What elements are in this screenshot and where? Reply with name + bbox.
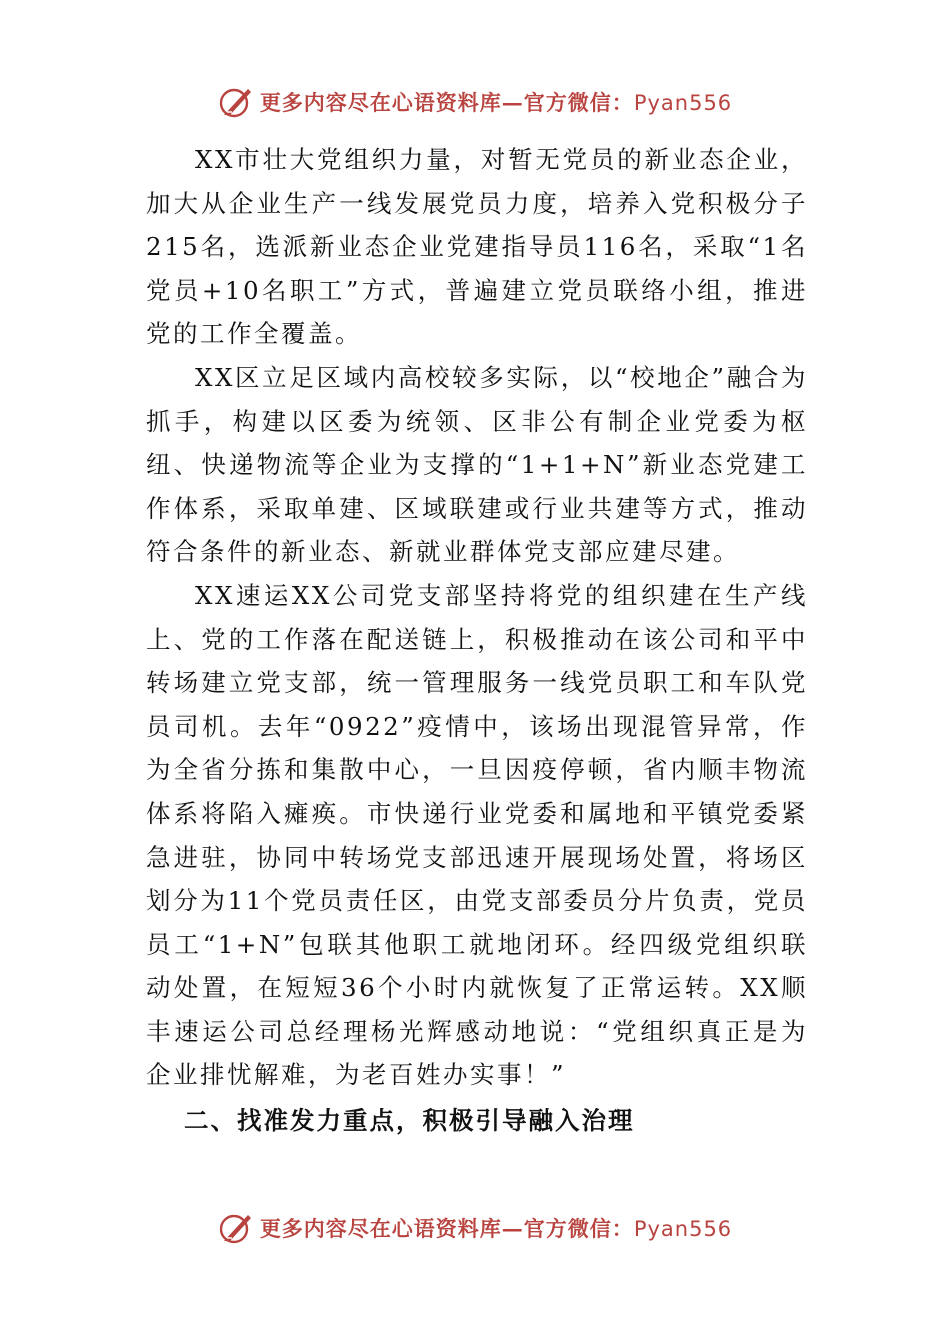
quill-pen-logo-icon bbox=[218, 84, 254, 120]
footer-watermark-banner bbox=[0, 1210, 950, 1246]
section-heading: 二、找准发力重点，积极引导融入治理 bbox=[183, 1106, 635, 1136]
quill-pen-logo-icon bbox=[218, 1210, 254, 1246]
paragraph-2: XX区立足区域内高校较多实际，以“校地企”融合为抓手，构建以区委为统领、区非公有制企业党委为枢纽、快递物流等企业为支撑的“1+1+N”新业态党建工作体系，采取单建、区域联建或行业共建等方式，推动符合条件的新业态、新就业群体党支部应建尽建。 bbox=[146, 362, 808, 567]
footer-banner-text: 更多内容尽在心语资料库—官方微信：Pyan556 bbox=[259, 1216, 733, 1241]
footer-banner-wechat-id: Pyan556 bbox=[633, 1217, 733, 1241]
header-banner-text: 更多内容尽在心语资料库—官方微信：Pyan556 bbox=[259, 90, 733, 115]
paragraph-3: XX速运XX公司党支部坚持将党的组织建在生产线上、党的工作落在配送链上，积极推动在该公司和平中转场建立党支部，统一管理服务一线党员职工和车队党员司机。去年“0922”疫情中，该场出现混管异常，作为全省分拣和集散中心，一旦因疫停顿，省内顺丰物流体系将陷入瘫痪。市快递行业党委和属地和平镇党委紧急进驻，协同中转场党支部迅速开展现场处置，将场区划分为11个党员责任区，由党支部委员分片负责，党员员工“1+N”包联其他职工就地闭环。经四级党组织联动处置，在短短36个小时内就恢复了正常运转。XX顺丰速运公司总经理杨光辉感动地说：“党组织真正是为企业排忧解难，为老百姓办实事！” bbox=[146, 580, 808, 1090]
header-banner-wechat-id: Pyan556 bbox=[633, 91, 733, 115]
header-watermark-banner bbox=[0, 84, 950, 120]
document-body bbox=[146, 138, 808, 1143]
paragraph-1: XX市壮大党组织力量，对暂无党员的新业态企业，加大从企业生产一线发展党员力度，培养入党积极分子215名，选派新业态企业党建指导员116名，采取“1名党员+10名职工”方式，普遍建立党员联络小组，推进党的工作全覆盖。 bbox=[146, 145, 808, 349]
